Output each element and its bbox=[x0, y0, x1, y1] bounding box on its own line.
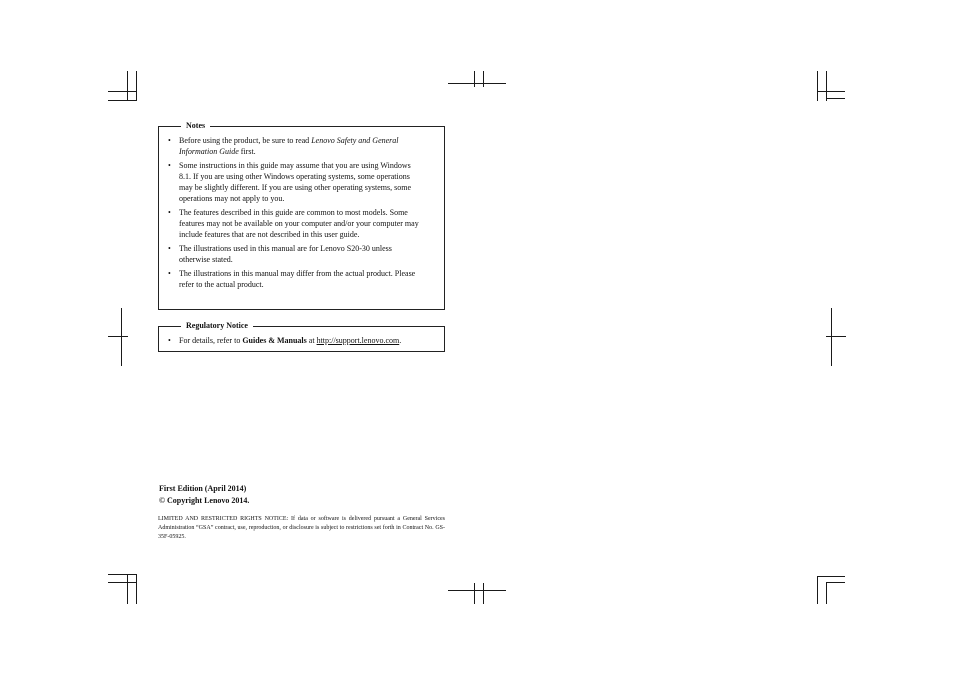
notes-title: Notes bbox=[181, 120, 210, 132]
edition-line: First Edition (April 2014) bbox=[159, 484, 247, 493]
crop-mark bbox=[108, 100, 137, 101]
crop-mark bbox=[474, 583, 475, 604]
regulatory-box bbox=[158, 321, 445, 352]
crop-mark bbox=[826, 71, 827, 101]
crop-mark bbox=[108, 582, 137, 583]
list-item bbox=[168, 335, 422, 346]
crop-mark bbox=[826, 98, 845, 99]
list-item: • Some instructions in this guide may assume that you are using Windows 8.1. If you are using other Windows operating systems, some operations may be slightly different. If you are using other operating systems, some operations may not apply to you. bbox=[168, 160, 422, 205]
copyright-line: © Copyright Lenovo 2014. bbox=[159, 496, 250, 505]
crop-mark bbox=[831, 308, 832, 366]
crop-mark bbox=[108, 336, 128, 337]
support-link[interactable]: http://support.lenovo.com bbox=[316, 336, 400, 345]
crop-mark bbox=[448, 83, 506, 84]
regulatory-text: . bbox=[399, 336, 402, 345]
notes-list bbox=[168, 135, 422, 293]
note-text: first. bbox=[238, 147, 256, 157]
regulatory-text: For details, refer to bbox=[179, 336, 243, 345]
rights-notice: LIMITED AND RESTRICTED RIGHTS NOTICE: If data or software is delivered pursuant a General Services Administration “GSA” contract, use, reproduction, or disclosure is subject to restrictions set forth in Contract No. GS-35F-05925. bbox=[158, 516, 445, 540]
crop-mark bbox=[826, 582, 845, 583]
crop-mark bbox=[817, 91, 845, 92]
crop-mark bbox=[817, 71, 818, 101]
crop-mark bbox=[136, 574, 137, 604]
crop-mark bbox=[127, 574, 128, 604]
crop-mark bbox=[448, 590, 506, 591]
regulatory-title: Regulatory Notice bbox=[181, 320, 253, 332]
crop-mark bbox=[483, 71, 484, 87]
crop-mark bbox=[127, 71, 128, 101]
crop-mark bbox=[121, 308, 122, 366]
crop-mark bbox=[108, 91, 137, 92]
crop-mark bbox=[817, 576, 818, 604]
regulatory-text: at bbox=[306, 336, 317, 345]
guides-manuals-label: Guides & Manuals bbox=[242, 336, 307, 345]
crop-mark bbox=[108, 574, 137, 575]
notes-box bbox=[158, 121, 445, 310]
safety-guide-title: Lenovo Safety and General Information Guide bbox=[179, 136, 399, 157]
crop-mark bbox=[483, 583, 484, 604]
list-item bbox=[168, 135, 422, 157]
list-item: • The features described in this guide are common to most models. Some features may not be available on your computer and/or your computer may include features that are not described in this user guide. bbox=[168, 207, 422, 241]
list-item: • The illustrations used in this manual are for Lenovo S20-30 unless otherwise stated. bbox=[168, 243, 422, 265]
list-item: • The illustrations in this manual may differ from the actual product. Please refer to the actual product. bbox=[168, 268, 422, 290]
crop-mark bbox=[826, 336, 846, 337]
crop-mark bbox=[136, 71, 137, 101]
regulatory-list bbox=[168, 335, 422, 349]
crop-mark bbox=[826, 582, 827, 604]
note-text: Before using the product, be sure to read bbox=[179, 136, 312, 145]
crop-mark bbox=[817, 576, 845, 577]
crop-mark bbox=[474, 71, 475, 87]
